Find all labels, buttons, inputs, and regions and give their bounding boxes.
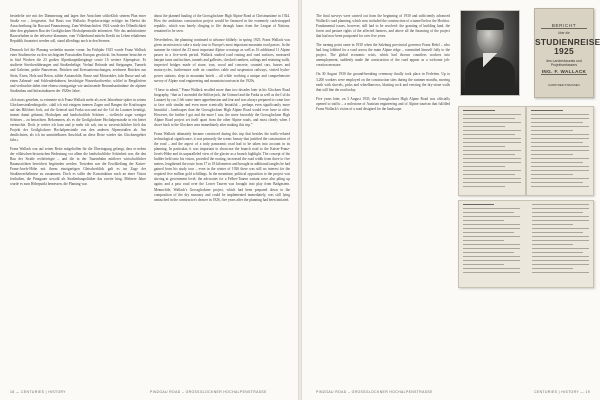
left-page-column-german — [10, 14, 146, 386]
booklet-rule — [541, 74, 587, 75]
paragraph: Five years later, on 3 August 1935, the Grossglockner High Alpine Road was officially opened to traffic – a milestone of Austrian engineering and of Alpine tourism that fulfilled Franz Wallack's vision of a road designed for the landscape. — [316, 96, 450, 111]
right-page — [302, 0, 600, 400]
booklet-footer: KARNTNER STRASSEN — [548, 83, 580, 87]
typed-sheet-spread — [458, 200, 594, 288]
portrait-hair — [476, 18, 504, 30]
paragraph: The turning point came in 1930 when the Salzburg provincial governor Franz Rehrl – who had long lobbied for a road across the main Alpine ridge – committed himself fully to the project. The global economic crisis, which had thrown countless workers into unemployment, suddenly made the construction of the road appear as a welcome job-creation measure. — [316, 43, 450, 68]
booklet-rule — [541, 28, 587, 29]
paragraph: “I have to admit,” Franz Wallack recalled more than two decades later in his Glockner Road biography, “that as I ascended the Stilfserjoch, the Grimsel and the Furka as well as the Col du Lautaret by car, I felt some inner apprehension and fear and was always prepared to come face to face with similar and even more scenically beautiful – perhaps even significantly more beautiful – landscapes than the Grossglockner High Alpine Road would ever have to offer. However, the further I got and the more I saw, the more favorably the Grossglockner High Alpine Road project set itself apart from the other Alpine roads, and most clearly when I drove back to the Glockner area immediately after making this trip.” — [154, 87, 290, 127]
paragraph: Nevertheless, the planning continued to advance blithely: in spring 1925, Franz Wallack was given an mission to take a study tour to Europe's most important mountain road passes. In the summer he visited the 23 most important Alpine crossings as well as 16 additional 11 Alpine passes in a five-week period. Wallack studied road routing and road surfaces, measured hairpin turns and inclines, tunnels and galleries, checked cambers, railings and retaining walls, inspected bridges made of stone, iron, wood and concrete, counted cars, busses and motorcycles, furthermore rode on countless cable and suspension railways, visited hydro- power stations, slept in mountain hotels – all while working a unique and comprehensive survey of Alpine road engineering and mountain tourism in the 1920s. — [154, 38, 290, 83]
paragraph: »Ich muss gestehen, so erinnerte sich Franz Wallack mehr als zwei Jahrzehnte später in seinen Glocknerstraßenbiografie, »daß ich mit einigem inneren Zagen und Bangen die Kraftwagen auf das Hilfsberi Joch, auf die Grimsel und Furka usw.und auf die Col du Lautaret benötigt, immer damit gebannt, Hochalpen und landschaftlich Schönes – vielleicht sogar weniger Schönes – zu betrachten. Bekommen, als es die Großglockner Hochalpenstraße in ein bietet vermochte. Doch je weiter ich kam und je mehr ich sah, um so zuversichtlicher hielt das Projekt der Großglockner Hochalpenstraße von den anderen Alpenstraßen ab. Am deutlichsten, als ich im unmittelbaren Anschluß an diese Reise wieder das Glocknergebiet fuhr.« — [10, 97, 146, 143]
study-tour-report-cover — [534, 8, 600, 98]
portrait-photo-franz-wallack — [460, 10, 520, 96]
page-footer-running-title: PINZGAU ROAD – GROSSGLOCKNER HOCHALPENSTRASSE — [316, 390, 433, 394]
paragraph: On 30 August 1930 the ground-breaking ceremony finally took place in Ferleiten. Up to 3,200 workers were employed on the construction sites during the summer months, moving earth with shovels, picks and wheelbarrows, blasting rock and erecting the dry-stone walls that still line the road today. — [316, 72, 450, 92]
page-footer-right: CENTURIES | HISTORY — 19 — [534, 390, 590, 394]
left-page — [0, 0, 298, 400]
paragraph: Franz Wallack ultimately became convinced during this trip that besides the traffic-related technological significance, it was primarily the scenic beauty that justified the construction of the road – and the aspect of a truly panoramic road had to be taken into account in its planning. In particular, it was important to showcase the branch road to the Kaiser-Franz-Josefs-Höhe and its unparalleled view of the glacier as a branch highlight. The concept of the builder held onto his vision, provided the routing, increased the road width from three to five meters, lengthened the route from 17 to 18 kilometers and brought in additional tangles he had gained from his study tour – even in the winter of 1926 there was still no interest for the required five million gold schillings. In the meantime, political opposition to the project was stirring at government level; the advocates for a Felber-Tauern variant were also piling up again; and a pass road over the Lower Tauern was brought into play from Badgastein. Meanwhile, Wallack's Grossglockner project, which had been prepared down to the composition of the dry masonry and could be implemented immediately, was still lying untouched in the constructor's drawer in 1926, five years after the planning had been initiated. — [154, 131, 290, 202]
right-page-column — [316, 14, 450, 386]
left-page-column-english — [154, 14, 290, 386]
typed-sheet — [458, 106, 526, 196]
paragraph: Dennoch lief die Planung weiterhin munter voran: Im Frühjahr 1925 wurde Franz Wallack einer Studienreise zu den wichtigsten Passstraßen Europas geschickt. Im Sommer besuchte er in fünf Wochen die 23 großen Alpenhauptübergänge sowie 16 weitere Alpenpässe. Er studierte Streckenführungen und Straßenbeläge, Verlauf Befunde und Steigungen, Tunnels und Galerien, prüfte Bauweisen, Brücken und Kreisuntersuchungen, zeichnete Brücken aus Stein, Eisen, Holz und Beton, zählte Automobile, Busse und Motorräder, fuhr Busse und sah einen Zahnrad- und Schleuderbahnen, besichtigte Wasserkraftwerke, schlief in Bergdörfern und verbrachte dabei eine ebenso einzigartige wie umfassende Bestandsaufnahme der alpinen Straßenbau und Infrastrukturen der 1920er Jahre. — [10, 48, 146, 93]
booklet-title: STUDIENREISE 1925 — [535, 37, 600, 56]
booklet-byline: des Landesbaurats und Projektverfassers — [546, 59, 582, 67]
portrait-collar — [483, 53, 497, 67]
paragraph: The final surveys were carried out from the beginning of 1930 and sufficiently advanced Wallack's road planning, which now included the construction of a tunnel below the Hochtor. Fundamental issues, however, still had to be resolved: the granting of building land, the forest and pasture rights of the affected farmers, and above all the financing of the project that had now been postponed for over five years. — [316, 14, 450, 39]
paragraph: about the planned hauling of the Grossglockner High Alpine Road at Christmastime in 1924. How the ambitious construction project would be financed in the extremely cash-strapped republic, which was barely clinging to life through loans from the League of Nations, remained to be seen. — [154, 14, 290, 34]
booklet-heading: BERICHT — [551, 23, 577, 28]
typed-documents-photo — [458, 106, 594, 290]
paragraph: besiedelte wie mit der Dämmerung und lagen ihre Ansichten schließlich seinem Plan einer Straße vor – freigesetzt. Auf Basis von Wallacks Projektvorträge erfolgte im Herbst die Ausschreibung für Bau und Finanzierung. Zum Weihnachtsfest 1924 wurde der Öffentlichkeit über den geplanten Bau der Großglockner Hochalpenstraße informiert. Wie das ambitionierte Bauvorhaben in der teilweise klammen, vom Völkerbund mitteln Kredit im Leben erhaltenen Republik finanziert werden soll, stand allerdings noch in den Sternen. — [10, 14, 146, 44]
booklet-author: ING. F. WALLACK — [541, 69, 587, 74]
page-footer-left: 18 — CENTURIES | HISTORY — [10, 390, 66, 394]
paragraph: Franz Wallack war auf seiner Reise mitgeholfen für die Übertragung gefangt, dass er neben der völkischen-historischen Bedeutung vor allem die landschaftliche Schönheit war, die den Bau der Straße rechtfertigte – und die in der Tauernbahn mittlerer wirtschaftlicher Bauaussichten bereichert begründen werden. Trotzdem war die Erschließung der Kaiser-Franz-Josefs-Höhe mit ihrem einzigartigen Gletscherblick galt es im Zuge der Straßenverhältnisse zu zusammen. Doch es sollte der Konstruktion noch an einer Vision festhalten, die Pinzgauer sowohl als Straßenbaupolitiker das zweite hing. Mehrere Jahre wurde es zum Höhepunkt bemessen, die Planung war. — [10, 147, 146, 187]
page-footer-running-title: PINZGAU ROAD – GROSSGLOCKNER HOCHALPENSTRASSE — [150, 390, 267, 394]
booklet-subheading: über die — [558, 31, 570, 35]
typed-sheet — [526, 106, 594, 196]
